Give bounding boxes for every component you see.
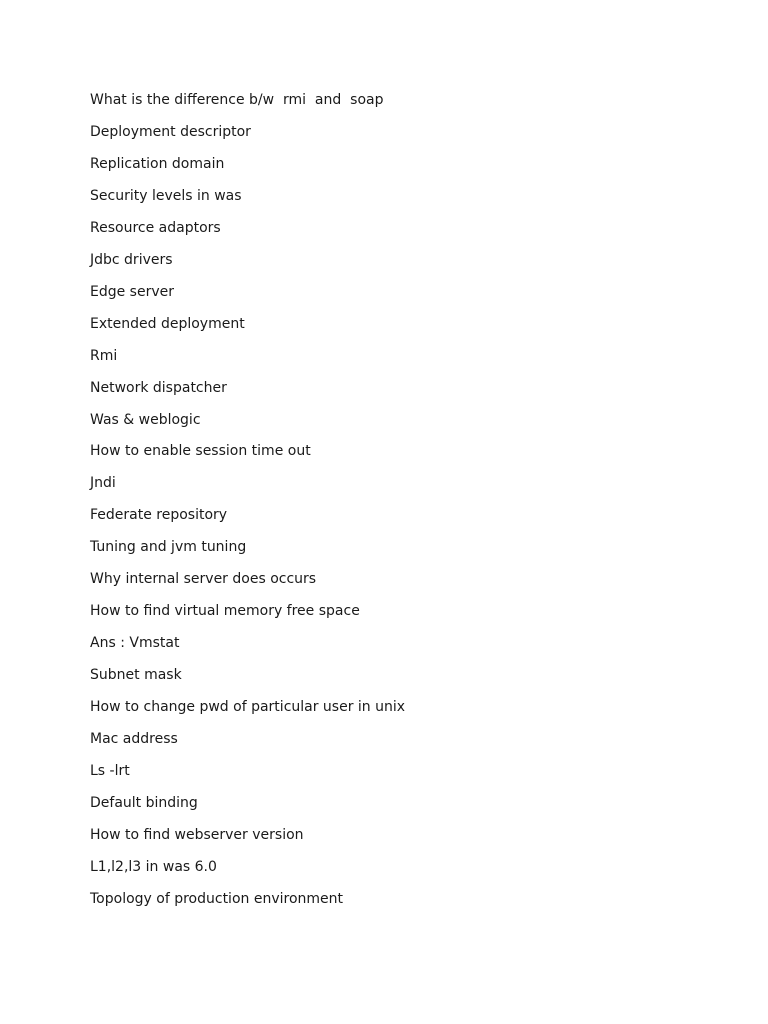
list-item: Mac address xyxy=(90,731,178,748)
list-item: Ans : Vmstat xyxy=(90,635,180,652)
question-list xyxy=(90,90,405,921)
list-item: Federate repository xyxy=(90,507,228,524)
list-item: What is the difference b/w rmi and soap xyxy=(90,92,384,108)
list-item: Default binding xyxy=(90,794,198,811)
list-item: Ls -lrt xyxy=(90,763,130,780)
list-item: Was & weblogic xyxy=(90,411,201,428)
list-item: Deployment descriptor xyxy=(90,123,251,140)
list-item: How to find virtual memory free space xyxy=(90,603,360,620)
list-item: Tuning and jvm tuning xyxy=(90,539,247,556)
list-item: Subnet mask xyxy=(90,667,182,684)
list-item: How to change pwd of particular user in unix xyxy=(90,699,406,716)
list-item: Rmi xyxy=(90,347,118,364)
list-item: Network dispatcher xyxy=(90,379,227,396)
list-item: How to enable session time out xyxy=(90,443,311,460)
list-item: Topology of production environment xyxy=(90,890,343,907)
list-item: Edge server xyxy=(90,283,174,300)
list-item: How to find webserver version xyxy=(90,826,304,843)
list-item: Jdbc drivers xyxy=(90,251,173,268)
list-item: Why internal server does occurs xyxy=(90,571,317,588)
list-item: Resource adaptors xyxy=(90,219,221,236)
list-item: L1,l2,l3 in was 6.0 xyxy=(90,858,217,875)
list-item: Jndi xyxy=(90,475,116,492)
list-item: Replication domain xyxy=(90,155,225,172)
list-item: Extended deployment xyxy=(90,315,245,332)
list-item: Security levels in was xyxy=(90,187,242,204)
